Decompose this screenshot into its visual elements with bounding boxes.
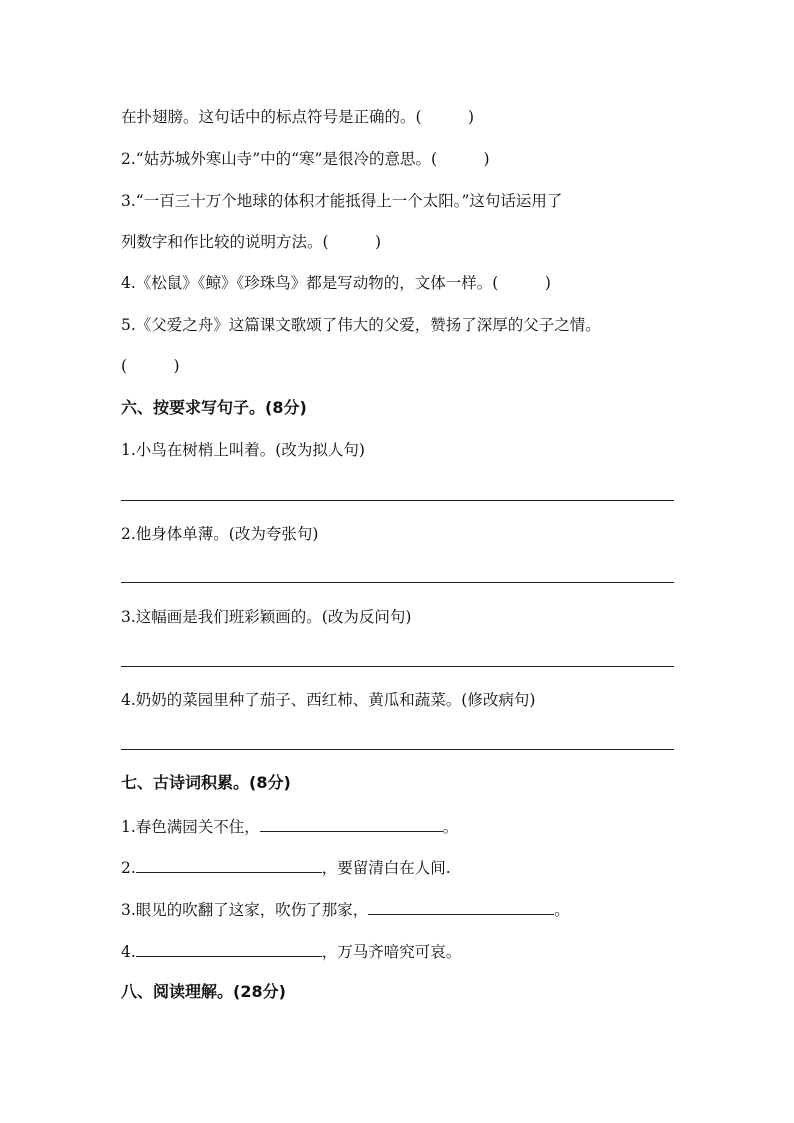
section-6-heading: 六、按要求写句子。(8分) <box>121 398 307 417</box>
poem-item-2 <box>121 857 451 878</box>
judgement-item-4: 4.《松鼠》《鲸》《珍珠鸟》都是写动物的，文体一样。( ) <box>121 274 551 292</box>
rewrite-item-1: 1.小鸟在树梢上叫着。(改为拟人句) <box>121 441 365 459</box>
poem-item-3-pre: 3.眼见的吹翻了这家，吹伤了那家， <box>121 901 369 919</box>
poem-item-4-post: ，万马齐喑究可哀。 <box>321 943 462 961</box>
judgement-item-3-cont: 列数字和作比较的说明方法。( ) <box>121 233 382 251</box>
poem-item-2-post: ，要留清白在人间. <box>321 859 451 877</box>
poem-item-1-pre: 1.春色满园关不住， <box>121 818 260 836</box>
section-7-heading: 七、古诗词积累。(8分) <box>121 773 291 792</box>
judgement-item-2: 2.“姑苏城外寒山寺”中的“寒”是很冷的意思。( ) <box>121 150 490 168</box>
rewrite-item-3: 3.这幅画是我们班彩颖画的。(改为反问句) <box>121 608 412 626</box>
answer-line-4[interactable] <box>121 749 674 750</box>
poem-item-3-post: 。 <box>554 901 570 919</box>
poem-blank-4[interactable] <box>136 941 322 957</box>
judgement-item-5: 5.《父爱之舟》这篇课文歌颂了伟大的父爱，赞扬了深厚的父子之情。 <box>121 316 601 334</box>
judgement-item-5-cont: ( ) <box>121 357 180 375</box>
poem-blank-2[interactable] <box>136 857 322 873</box>
poem-item-3 <box>121 899 570 920</box>
poem-item-2-pre: 2. <box>121 859 136 877</box>
rewrite-item-2: 2.他身体单薄。(改为夸张句) <box>121 525 319 543</box>
answer-line-2[interactable] <box>121 582 674 583</box>
poem-item-1-post: 。 <box>442 818 459 836</box>
section-8-heading: 八、阅读理解。(28分) <box>121 982 286 1001</box>
answer-line-3[interactable] <box>121 666 674 667</box>
poem-item-4 <box>121 941 461 962</box>
judgement-item-3: 3.“一百三十万个地球的体积才能抵得上一个太阳。”这句话运用了 <box>121 192 563 210</box>
poem-blank-1[interactable] <box>260 816 443 832</box>
poem-blank-3[interactable] <box>368 899 554 915</box>
poem-item-1 <box>121 816 458 837</box>
poem-item-4-pre: 4. <box>121 943 136 961</box>
judgement-line-1: 在扑翅膀。这句话中的标点符号是正确的。( ) <box>121 108 475 126</box>
answer-line-1[interactable] <box>121 500 674 501</box>
rewrite-item-4: 4.奶奶的菜园里种了茄子、西红柿、黄瓜和蔬菜。(修改病句) <box>121 691 536 709</box>
